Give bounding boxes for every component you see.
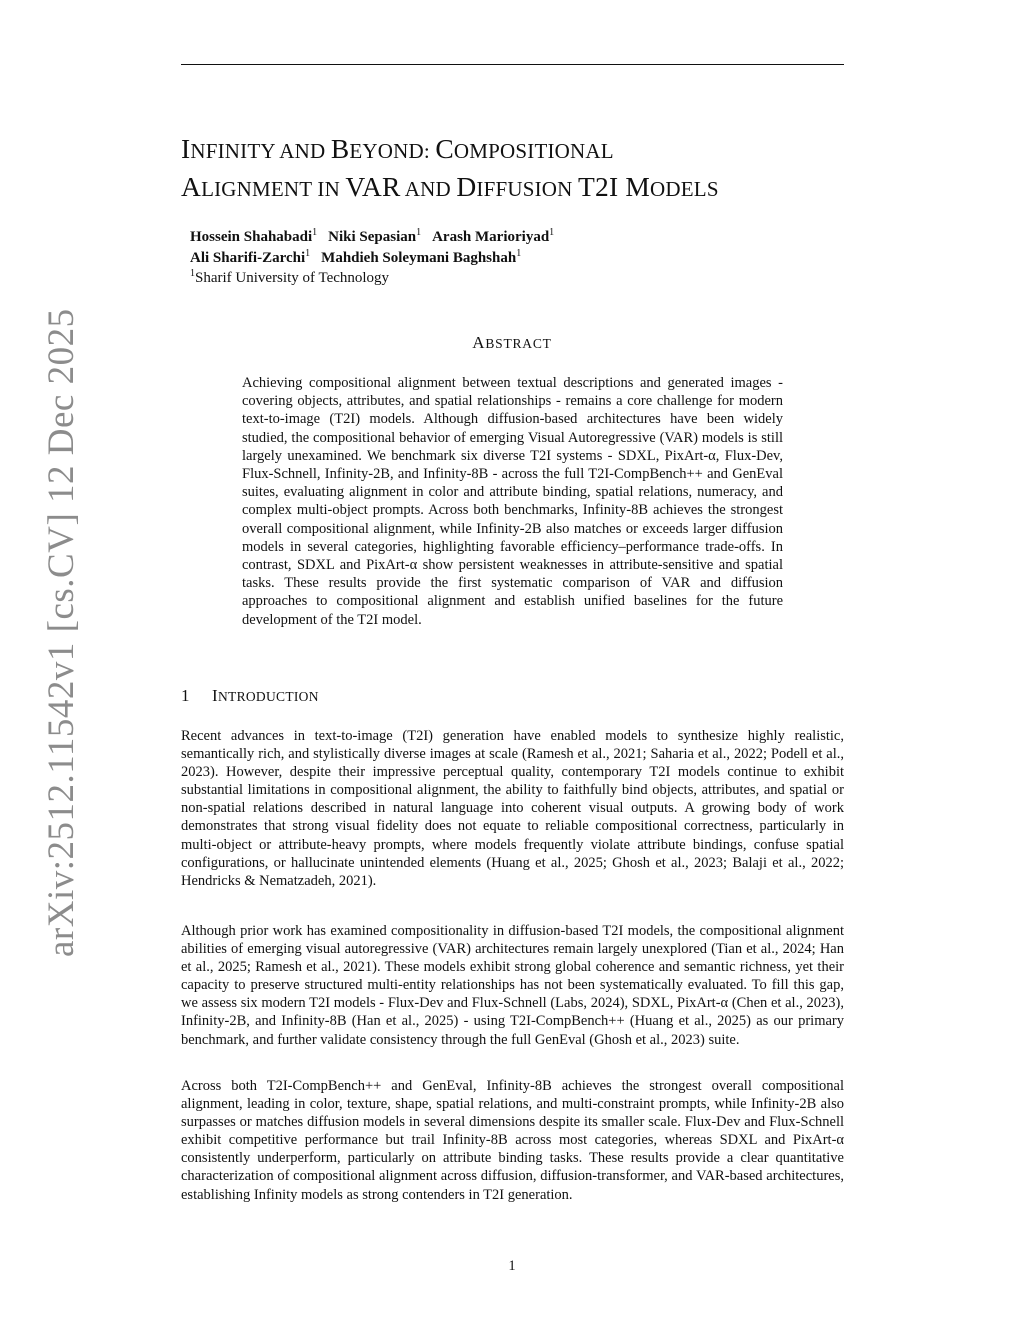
intro-paragraph-3: Across both T2I-CompBench++ and GenEval, Infinity-8B achieves the strongest overall compositional alignment, leading in color, texture, shape, spatial relations, and multi-constraint prompts, while Infinity-2B also surpasses or matches diffusion models in several dimensions despite its smaller scale. Flux-Dev and Flux-Schnell exhibit competitive performance but trail Infinity-8B across most categories, whereas SDXL and PixArt-α consistently underperform, particularly on attribute binding tasks. These results provide a clear quantitative characterization of compositional alignment across diffusion, diffusion-transformer, and VAR-based architectures, establishing Infinity models as strong contenders in T2I generation. (181, 1078, 844, 1203)
affiliation-mark: 1 (190, 268, 195, 279)
title-rest: IFFUSION (476, 177, 578, 201)
intro-paragraph-1: Recent advances in text-to-image (T2I) generation have enabled models to synthesize highly realistic, semantically rich, and stylistically diverse images at scale (Ramesh et al., 2021; Saharia et al., 2022; Podell et al., 2023). However, despite their impressive perceptual quality, contemporary T2I models continue to exhibit substantial limitations in compositional alignment, the ability to faithfully bind objects, attributes, and spatial or non-spatial relations described in natural language into coherent visual outputs. A growing body of work demonstrates that strong visual fidelity does not equate to reliable compositional correctness, particularly in multi-object or attribute-heavy prompts, where models frequently violate attribute bindings, confuse spatial configurations, or hallucinate unintended elements (Huang et al., 2025; Ghosh et al., 2023; Balaji et al., 2022; Hendricks & Nematzadeh, 2021). (181, 728, 844, 889)
paper-title (181, 131, 861, 207)
abstract-text: Achieving compositional alignment between textual descriptions and generated images - covering objects, attributes, and spatial relationships - remains a core challenge for modern text-to-image (T2I) models. Although diffusion-based architectures have been widely studied, the compositional behavior of emerging Visual Autoregressive (VAR) models is still largely unexamined. We benchmark six diverse T2I systems - SDXL, PixArt-α, Flux-Dev, Flux-Schnell, Infinity-2B, and Infinity-8B - across the full T2I-CompBench++ and GenEval suites, evaluating alignment in color and attribute binding, spatial relations, numeracy, and complex multi-object prompts. Across both benchmarks, Infinity-8B achieves the strongest overall compositional alignment, while Infinity-2B also matches or exceeds larger diffusion models in several categories, highlighting favorable efficiency–performance trade-offs. In contrast, SDXL and PixArt-α show persistent weaknesses in attribute-sensitive and spatial tasks. These results provide the first systematic comparison of VAR and diffusion approaches to compositional alignment and establish unified baselines for the future development of the T2I model. (242, 375, 783, 628)
affiliation-name: Sharif University of Technology (195, 270, 390, 286)
title-rest: EYOND: (349, 139, 436, 163)
title-line-2 (181, 169, 861, 207)
title-cap: B (330, 133, 350, 164)
affiliation (190, 268, 565, 289)
arxiv-identifier: arXiv:2512.11542v1 [cs.CV] 12 Dec 2025 (41, 308, 82, 957)
author-name: Niki Sepasian$^1$ (328, 227, 422, 245)
header-rule (181, 64, 844, 65)
section-heading-introduction: 1 INTRODUCTION (181, 686, 319, 705)
intro-paragraph-2: Although prior work has examined compositionality in diffusion-based T2I models, the compositional alignment abilities of emerging visual autoregressive (VAR) architectures remain largely unexplored (Tian et al., 2024; Han et al., 2025; Ramesh et al., 2021). These models exhibit strong global coherence and semantic richness, yet their capacity to preserve structured multi-entity relationships has not been systematically evaluated. To fill this gap, we assess six modern T2I models - Flux-Dev and Flux-Schnell (Labs, 2024), SDXL, PixArt-α (Chen et al., 2023), Infinity-2B, and Infinity-8B (Han et al., 2025) - using T2I-CompBench++ (Huang et al., 2025) as our primary benchmark, and further validate consistency through the full GenEval (Ghosh et al., 2023) suite. (181, 923, 844, 1048)
author-name: Mahdieh Soleymani Baghshah$^1$ (321, 247, 522, 266)
affiliation-mark: 1 (516, 247, 522, 259)
title-line-1 (181, 131, 861, 169)
page-number: 1 (508, 1258, 516, 1274)
author-name: Arash Marioriyad$^1$ (432, 227, 555, 245)
title-rest: AND (400, 177, 457, 201)
section-number: 1 (181, 686, 190, 705)
author-line-1 (190, 227, 565, 248)
affiliation-mark: 1 (312, 227, 318, 238)
author-name: Ali Sharifi-Zarchi$^1$ (190, 247, 311, 266)
title-rest: OMPOSITIONAL (453, 139, 614, 163)
title-cap: A (181, 171, 202, 202)
title-cap: C (435, 133, 454, 164)
affiliation-mark: 1 (549, 227, 555, 238)
affiliation-mark: 1 (416, 227, 422, 238)
author-name: Hossein Shahabadi$^1$ (190, 227, 318, 245)
title-cap: I (181, 133, 191, 164)
title-rest: NFINITY AND (190, 139, 331, 163)
affiliation-mark: 1 (305, 247, 311, 259)
title-rest: LIGNMENT IN (201, 177, 346, 201)
author-block (190, 227, 565, 289)
author-line-2 (190, 248, 565, 269)
title-cap: VAR (345, 171, 401, 202)
abstract-heading: ABSTRACT (472, 333, 552, 352)
title-rest: ODELS (650, 177, 719, 201)
title-cap: D (456, 171, 477, 202)
title-cap: T2I M (578, 171, 651, 202)
